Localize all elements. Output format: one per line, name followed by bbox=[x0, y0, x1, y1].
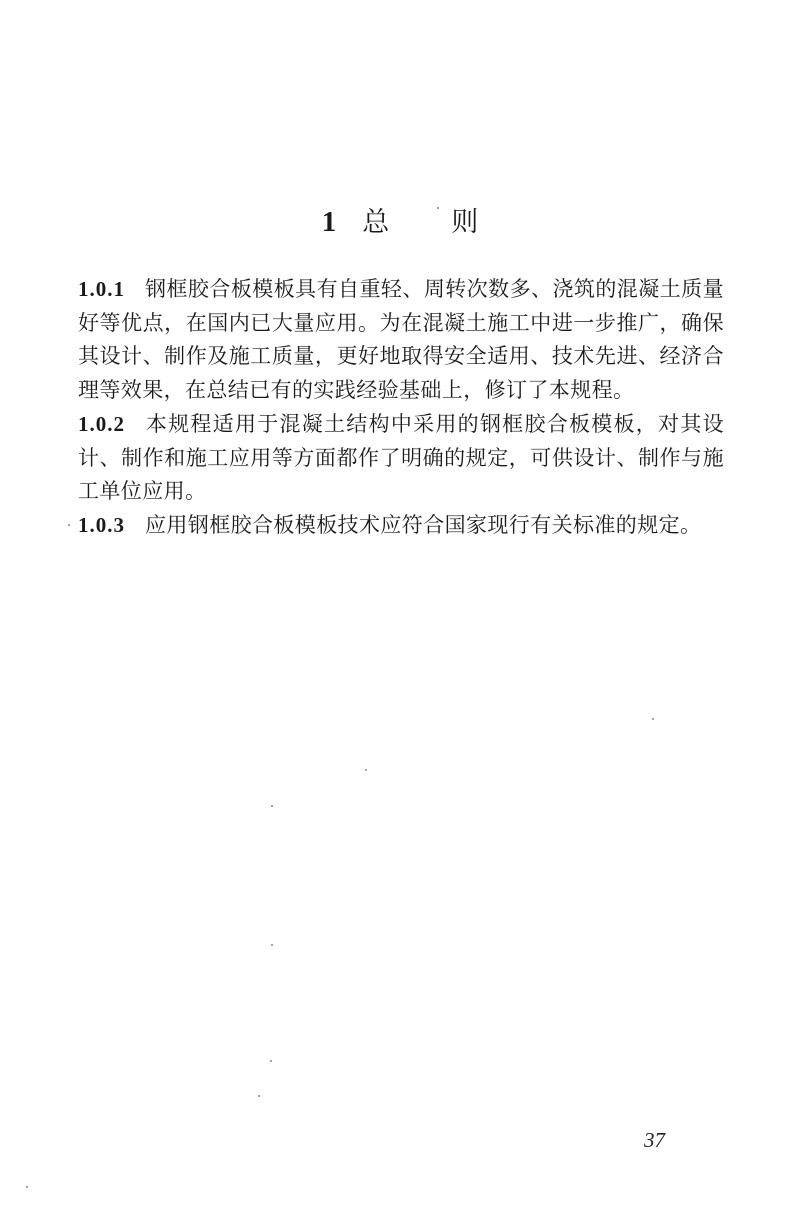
scan-speck bbox=[437, 207, 439, 209]
chapter-title-char-1: 总 bbox=[362, 207, 390, 239]
scan-speck bbox=[258, 1095, 260, 1097]
clause-1-0-3 bbox=[78, 509, 724, 543]
clause-number: 1.0.1 bbox=[78, 277, 125, 301]
clause-1-0-2 bbox=[78, 408, 724, 509]
page-number: 37 bbox=[644, 1128, 665, 1152]
scan-speck bbox=[652, 718, 654, 720]
chapter-body bbox=[78, 273, 724, 543]
chapter-number: 1 bbox=[321, 206, 337, 239]
scan-speck bbox=[68, 524, 70, 526]
clause-number: 1.0.2 bbox=[78, 411, 125, 436]
chapter-title bbox=[0, 202, 800, 243]
scan-speck bbox=[271, 944, 273, 946]
clause-text: 本规程适用于混凝土结构中采用的钢框胶合板模板，对其设计、制作和施工应用等方面都作了明确的规定，可供设计、制作与施工单位应用。 bbox=[78, 411, 724, 504]
clause-1-0-1 bbox=[78, 273, 724, 408]
clause-text: 钢框胶合板模板具有自重轻、周转次数多、浇筑的混凝土质量好等优点，在国内已大量应用。为在混凝土施工中进一步推广，确保其设计、制作及施工质量，更好地取得安全适用、技术先进、经济合理等效果，在总结已有的实践经验基础上，修订了本规程。 bbox=[78, 277, 724, 403]
scan-speck bbox=[271, 805, 273, 807]
chapter-title-char-2: 则 bbox=[451, 207, 479, 239]
scan-speck bbox=[26, 1186, 28, 1188]
clause-number: 1.0.3 bbox=[78, 512, 125, 537]
scan-speck bbox=[270, 1060, 272, 1062]
scan-speck bbox=[365, 769, 367, 771]
clause-text: 应用钢框胶合板模板技术应符合国家现行有关标准的规定。 bbox=[145, 512, 702, 537]
